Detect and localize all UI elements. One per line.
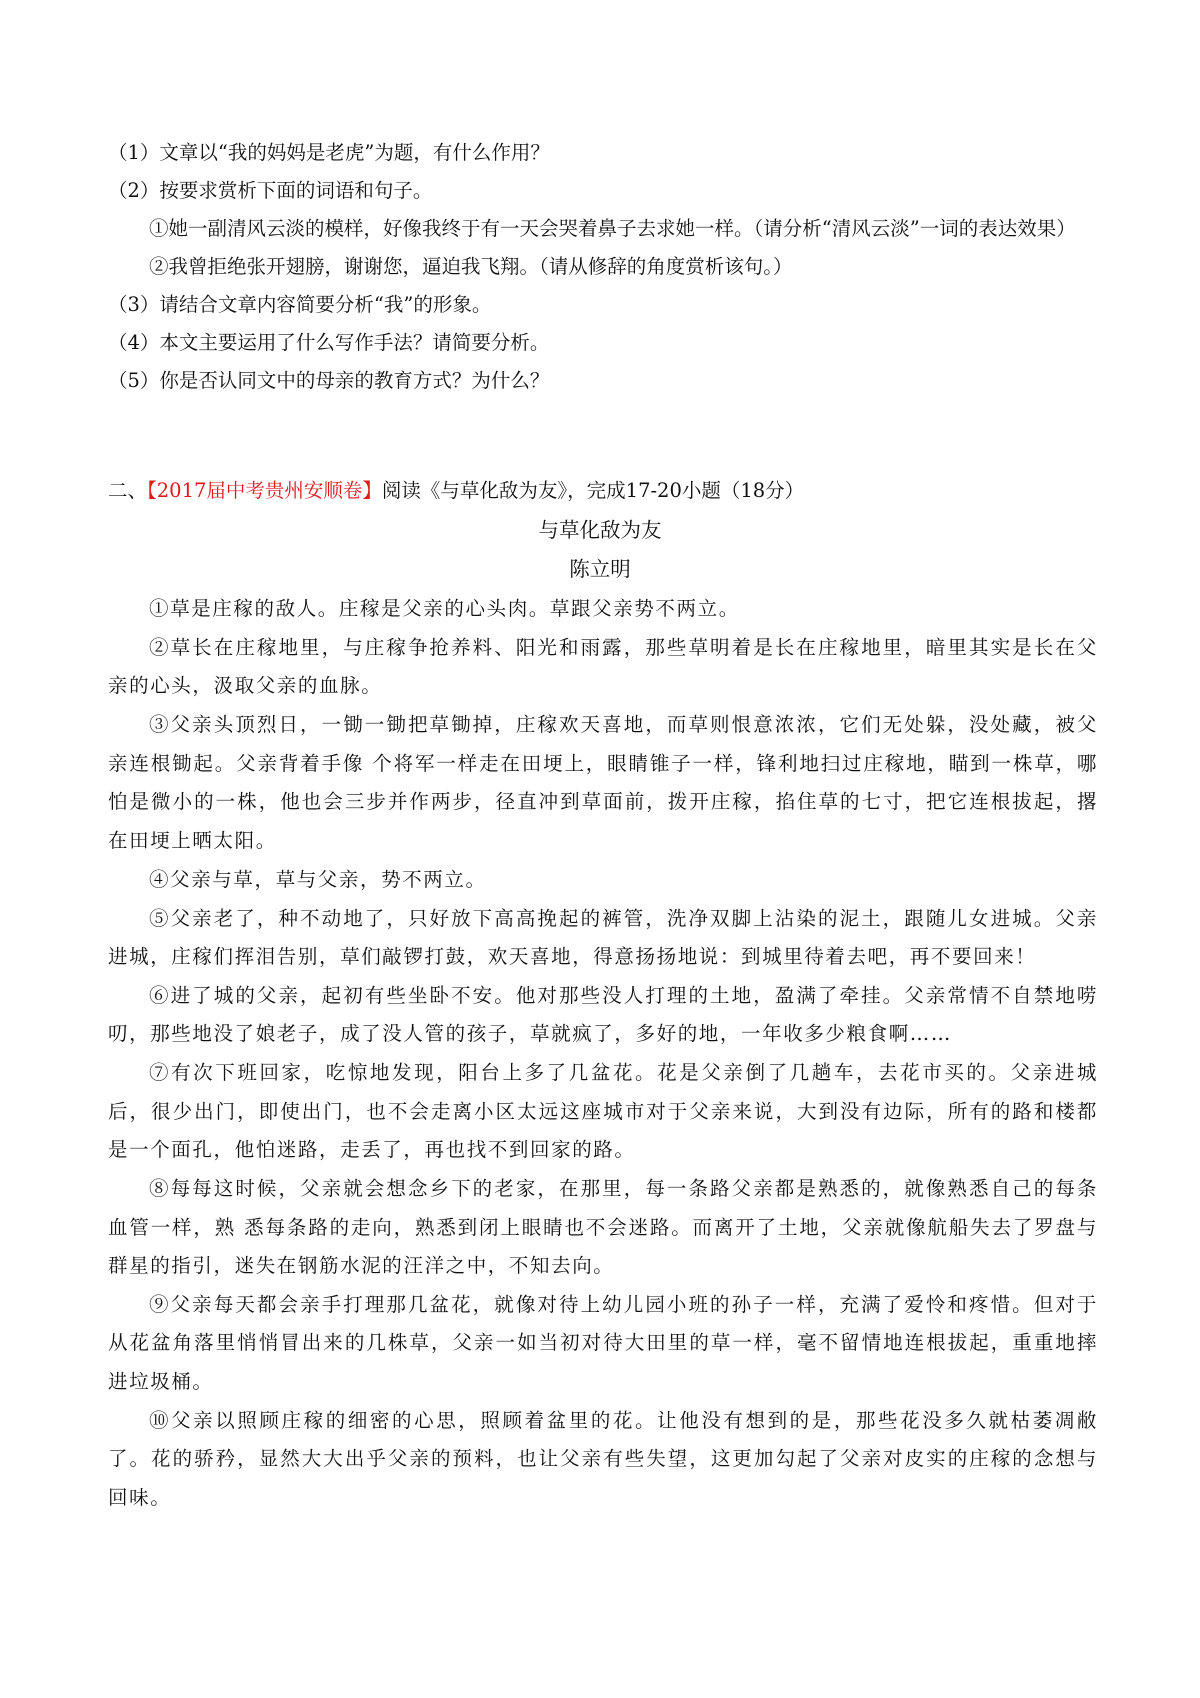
question-2-item-2: ②我曾拒绝张开翅膀，谢谢您，逼迫我飞翔。（请从修辞的角度赏析该句。） bbox=[149, 255, 793, 278]
article-paragraph: ⑦有次下班回家，吃惊地发现，阳台上多了几盆花。花是父亲倒了几趟车，去花市买的。父亲进城后，很少出门，即使出门，也不会走离小区太远这座城市对于父亲来说，大到没有边际，所有的路和楼都是一个面孔，他怕迷路，走丢了，再也找不到回家的路。 bbox=[108, 1061, 1098, 1162]
article-paragraph: ⑨父亲每天都会亲手打理那几盆花，就像对待上幼儿园小班的孙子一样，充满了爱怜和疼惜。但对于从花盆角落里悄悄冒出来的几株草，父亲一如当初对待大田里的草一样，毫不留情地连根拔起，重重地摔进垃圾桶。 bbox=[108, 1293, 1098, 1393]
article-body bbox=[108, 590, 1098, 1518]
article-paragraph: ②草长在庄稼地里，与庄稼争抢养料、阳光和雨露，那些草明着是长在庄稼地里，暗里其实是长在父亲的心头，汲取父亲的血脉。 bbox=[108, 636, 1098, 698]
question-5: （5）你是否认同文中的母亲的教育方式？为什么？ bbox=[108, 369, 550, 392]
question-list bbox=[108, 134, 1098, 400]
article-paragraph: ⑧每每这时候，父亲就会想念乡下的老家，在那里，每一条路父亲都是熟悉的，就像熟悉自己的每条血管一样，熟 悉每条路的走向，熟悉到闭上眼睛也不会迷路。而离开了土地，父亲就像航船失去了罗盘与群星的指引，迷失在钢筋水泥的汪洋之中，不知去向。 bbox=[108, 1177, 1098, 1278]
article-title: 与草化敌为友 bbox=[538, 518, 662, 542]
question-3: （3）请结合文章内容简要分析“我”的形象。 bbox=[108, 293, 492, 316]
article-paragraph: ⑩父亲以照顾庄稼的细密的心思，照顾着盆里的花。让他没有想到的是，那些花没多久就枯萎凋敝了。花的骄矜，显然大大出乎父亲的预料，也让父亲有些失望，这更加勾起了父亲对皮实的庄稼的念想与回味。 bbox=[108, 1408, 1098, 1509]
article-paragraph: ①草是庄稼的敌人。庄稼是父亲的心头肉。草跟父亲势不两立。 bbox=[149, 597, 740, 620]
section-number: 二、 bbox=[108, 479, 148, 502]
article-paragraph: ⑥进了城的父亲，起初有些坐卧不安。他对那些没人打理的土地，盈满了牵挂。父亲常情不自禁地唠叨，那些地没了娘老子，成了没人管的孩子，草就疯了，多好的地，一年收多少粮食啊…… bbox=[108, 984, 1098, 1046]
question-4: （4）本文主要运用了什么写作手法？请简要分析。 bbox=[108, 331, 550, 354]
question-2: （2）按要求赏析下面的词语和句子。 bbox=[108, 179, 433, 202]
exam-source-label: 【2017届中考贵州安顺卷】 bbox=[147, 479, 382, 502]
section-heading bbox=[108, 472, 1098, 510]
section-instruction: 阅读《与草化敌为友》，完成17-20小题（18分） bbox=[381, 479, 805, 502]
article-paragraph: ④父亲与草，草与父亲，势不两立。 bbox=[149, 867, 487, 891]
article-paragraph: ⑤父亲老了，种不动地了，只好放下高高挽起的裤管，洗净双脚上沾染的泥土，跟随儿女进城。父亲进城，庄稼们挥泪告别，草们敲锣打鼓，欢天喜地，得意扬扬地说：到城里待着去吧，再不要回来！ bbox=[108, 906, 1098, 969]
question-2-item-1: ①她一副清风云淡的模样，好像我终于有一天会哭着鼻子去求她一样。（请分析“清风云淡”一词的表达效果） bbox=[149, 217, 1076, 240]
question-1: （1）文章以“我的妈妈是老虎”为题，有什么作用？ bbox=[108, 141, 550, 164]
article-author: 陈立明 bbox=[569, 557, 631, 581]
article-paragraph: ③父亲头顶烈日，一锄一锄把草锄掉，庄稼欢天喜地，而草则恨意浓浓，它们无处躲，没处藏，被父亲连根锄起。父亲背着手像 个将军一样走在田埂上，眼睛锥子一样，锋利地扫过庄稼地，瞄到一株草，哪怕是微小的一株，他也会三步并作两步，径直冲到草面前，拨开庄稼，掐住草的七寸，把它连根拔起，撂在田埂上晒太阳。 bbox=[108, 713, 1098, 852]
